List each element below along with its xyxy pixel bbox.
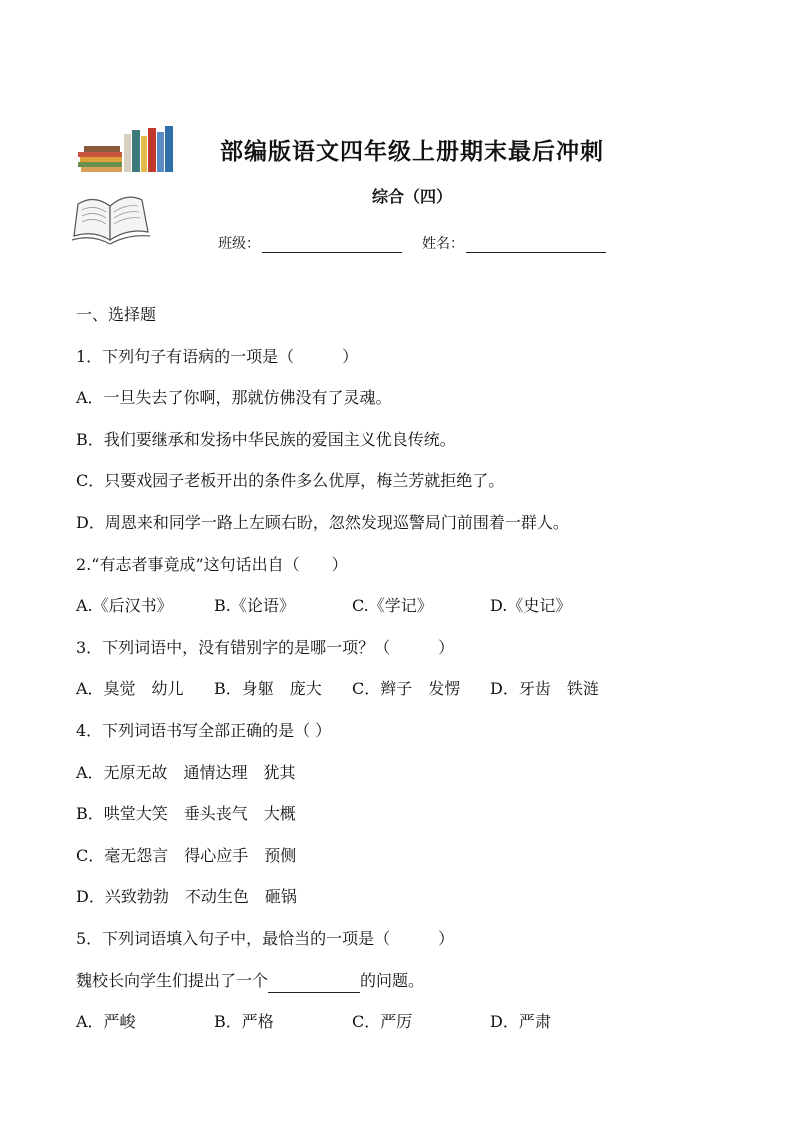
name-blank[interactable] <box>466 236 606 253</box>
fill-in-blank[interactable] <box>268 974 360 993</box>
question-4-option-d[interactable]: D．兴致勃勃 不动生色 砸锅 <box>76 887 297 907</box>
name-field[interactable] <box>422 233 606 253</box>
question-5-sentence <box>76 969 736 1011</box>
question-5-option-d[interactable]: D．严肃 <box>490 1012 551 1032</box>
question-4-option-a[interactable]: A．无原无故 通情达理 犹其 <box>76 762 296 782</box>
question-2-option-a[interactable]: A.《后汉书》 <box>76 596 173 616</box>
question-2-options <box>76 594 736 636</box>
question-2-option-c[interactable]: C.《学记》 <box>352 596 433 616</box>
sentence-after: 的问题。 <box>360 970 425 990</box>
class-label: 班级： <box>218 236 260 252</box>
section-title: 一、选择题 <box>76 305 157 324</box>
question-3-option-b[interactable]: B．身躯 庞大 <box>214 679 322 699</box>
question-3-stem: 3．下列词语中，没有错别字的是哪一项？（ ） <box>76 637 455 657</box>
question-4-option-b[interactable]: B．哄堂大笑 垂头丧气 大概 <box>76 804 296 824</box>
question-5-option-a[interactable]: A．严峻 <box>76 1012 136 1032</box>
question-1-option-a[interactable]: A．一旦失去了你啊，那就仿佛没有了灵魂。 <box>76 388 392 408</box>
question-3-option-d[interactable]: D．牙齿 铁涟 <box>490 679 599 699</box>
class-field[interactable] <box>218 233 402 253</box>
question-1-option-d[interactable]: D．周恩来和同学一路上左顾右盼，忽然发现巡警局门前围着一群人。 <box>76 512 569 532</box>
question-2-option-d[interactable]: D.《史记》 <box>490 596 572 616</box>
question-1-stem: 1．下列句子有语病的一项是（ ） <box>76 346 359 366</box>
question-5-option-b[interactable]: B．严格 <box>214 1012 274 1032</box>
question-2-option-b[interactable]: B.《论语》 <box>214 596 295 616</box>
question-3-option-c[interactable]: C．辫子 发愣 <box>352 679 461 699</box>
question-list <box>76 303 736 1052</box>
question-5-option-c[interactable]: C．严厉 <box>352 1012 413 1032</box>
page-title: 部编版语文四年级上册期末最后冲刺 <box>220 138 604 165</box>
question-5-stem: 5．下列词语填入句子中，最恰当的一项是（ ） <box>76 928 455 948</box>
question-1-option-c[interactable]: C．只要戏园子老板开出的条件多么优厚，梅兰芳就拒绝了。 <box>76 471 505 491</box>
page-subtitle: 综合（四） <box>371 187 452 206</box>
student-info <box>218 233 606 253</box>
question-1-option-b[interactable]: B．我们要继承和发扬中华民族的爱国主义优良传统。 <box>76 429 456 449</box>
question-2-stem: 2.“有志者事竟成”这句话出自（ ） <box>76 554 348 574</box>
question-4-option-c[interactable]: C．毫无怨言 得心应手 预侧 <box>76 845 297 865</box>
class-blank[interactable] <box>262 236 402 253</box>
question-3-option-a[interactable]: A．臭觉 幼儿 <box>76 679 184 699</box>
sentence-before: 魏校长向学生们提出了一个 <box>76 970 269 990</box>
name-label: 姓名： <box>422 236 464 252</box>
question-4-stem: 4．下列词语书写全部正确的是（ ） <box>76 720 332 740</box>
question-5-options <box>76 1010 736 1052</box>
question-3-options <box>76 677 736 719</box>
